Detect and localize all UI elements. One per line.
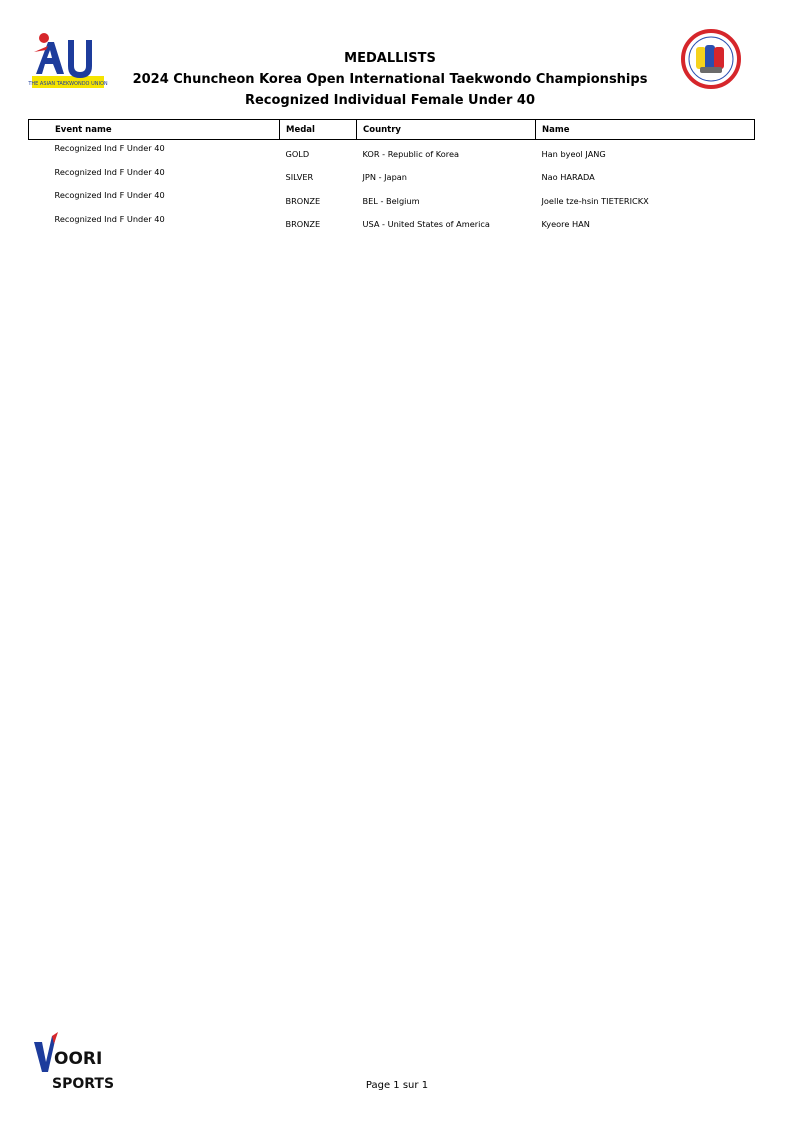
svg-text:OORI: OORI — [54, 1049, 103, 1069]
table-row — [29, 211, 755, 235]
country-cell: USA - United States of America — [362, 219, 490, 230]
svg-text:SPORTS: SPORTS — [52, 1076, 115, 1092]
column-header-event: Event name — [29, 120, 280, 140]
medal-cell: GOLD — [285, 148, 310, 159]
medal-cell: BRONZE — [285, 195, 321, 206]
column-header-medal: Medal — [280, 120, 357, 140]
page-number: Page 1 sur 1 — [365, 1080, 429, 1091]
event-cell: Recognized Ind F Under 40 — [54, 190, 165, 200]
table-row — [29, 140, 755, 164]
column-header-country: Country — [357, 120, 536, 140]
korea-open-logo — [676, 27, 746, 91]
athlete-name-cell: Han byeol JANG — [541, 148, 606, 159]
medallists-table — [28, 119, 754, 234]
medal-cell: BRONZE — [285, 219, 321, 230]
championship-title: 2024 Chuncheon Korea Open International Taekwondo Championships — [132, 72, 648, 87]
column-header-name: Name — [536, 120, 755, 140]
table-header-row — [29, 120, 755, 140]
event-cell: Recognized Ind F Under 40 — [54, 143, 165, 153]
category-title: Recognized Individual Female Under 40 — [244, 93, 536, 108]
athlete-name-cell: Joelle tze-hsin TIETERICKX — [541, 195, 649, 206]
athlete-name-cell: Kyeore HAN — [541, 219, 590, 230]
event-cell: Recognized Ind F Under 40 — [54, 213, 165, 224]
page-header — [0, 0, 794, 118]
page-title: MEDALLISTS — [344, 51, 436, 66]
event-cell: Recognized Ind F Under 40 — [54, 166, 165, 177]
table-row — [29, 164, 755, 188]
table-row — [29, 187, 755, 211]
country-cell: KOR - Republic of Korea — [362, 148, 460, 159]
medal-cell: SILVER — [285, 172, 314, 183]
athlete-name-cell: Nao HARADA — [541, 172, 595, 183]
country-cell: BEL - Belgium — [362, 195, 420, 206]
svg-text:THE ASIAN TAEKWONDO UNION: THE ASIAN TAEKWONDO UNION — [28, 81, 108, 87]
atu-logo — [30, 26, 108, 94]
country-cell: JPN - Japan — [362, 172, 407, 183]
